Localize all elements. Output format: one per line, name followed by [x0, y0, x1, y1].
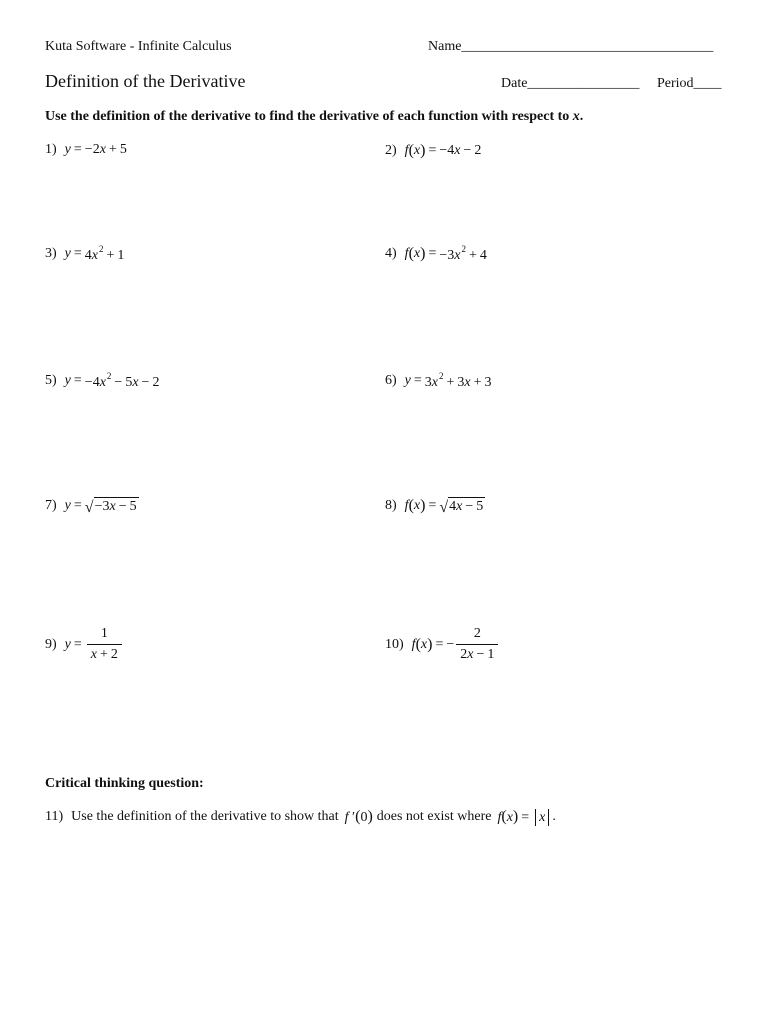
problem-3: 3) y = $4x^2 + 1$ [45, 244, 125, 263]
problem-number: 8) [385, 498, 397, 514]
problem-number: 1) [45, 142, 57, 157]
problem-rhs: √ 4x − 5 [439, 498, 484, 516]
problem-10: 10) f ( x ) = − $\frac{2}{2x - 1}$ [385, 626, 498, 663]
problem-9: 9) y = $\frac{1}{x + 2}$ [45, 626, 122, 663]
problem-11-text-middle: does not exist where [376, 809, 492, 825]
problem-rhs: $4x^2 + 1$ [84, 244, 125, 263]
problem-11-period: . [552, 809, 556, 825]
fraction-denominator: 2x − 1 [456, 644, 498, 663]
problem-11 [45, 808, 556, 826]
publisher-label: Kuta Software - Infinite Calculus [45, 39, 232, 54]
sqrt-icon: √ [84, 498, 94, 516]
problem-lhs: f [404, 143, 409, 158]
fraction-numerator: 2 [473, 626, 481, 641]
problem-rhs [87, 626, 122, 663]
problem-number: 3) [45, 246, 57, 261]
problem-5: 5) y = $-4x^2 - 5x - 2$ [45, 371, 160, 390]
problem-lhs: y [64, 142, 71, 157]
problem-number: 11) [45, 809, 64, 825]
problem-rhs [456, 626, 498, 663]
sqrt-icon: √ [439, 498, 449, 516]
name-field: Name____________________________________ [428, 39, 714, 54]
date-field: Date________________ [501, 76, 640, 91]
problem-8: 8) f ( x ) = √ 4x − 5 [385, 497, 484, 516]
problem-number: 10) [385, 636, 404, 652]
problem-number: 4) [385, 246, 397, 261]
problem-rhs: $-4x^2 - 5x - 2$ [84, 371, 160, 390]
problem-7: 7) y = √ −3x − 5 [45, 498, 137, 516]
fraction-denominator: x + 2 [87, 644, 122, 663]
problem-number: 7) [45, 498, 57, 514]
problem-rhs: $-3x^2 + 4$ [439, 244, 487, 263]
instructions [45, 109, 583, 125]
critical-heading: Critical thinking question: [45, 776, 204, 791]
problem-1: 1) y = −2x + 5 [45, 142, 127, 157]
problem-11-function: f(x) = x [497, 808, 552, 826]
instructions-period: . [579, 109, 584, 124]
problem-6: 6) y = $3x^2 + 3x + 3$ [385, 371, 492, 390]
problem-rhs: −4x − 2 [439, 143, 482, 158]
problem-rhs: √ −3x − 5 [84, 498, 137, 516]
problem-number: 9) [45, 636, 57, 652]
problem-4: 4) f ( x ) = $-3x^2 + 4$ [385, 244, 487, 263]
problem-rhs: −2x + 5 [84, 142, 127, 157]
problem-11-expr: f ′(0) [344, 808, 373, 826]
problem-number: 6) [385, 373, 397, 388]
problem-number: 5) [45, 373, 57, 388]
problem-2: 2) f ( x ) = −4x − 2 [385, 142, 482, 159]
worksheet-title: Definition of the Derivative [45, 71, 246, 91]
problem-number: 2) [385, 143, 397, 158]
problem-rhs: $3x^2 + 3x + 3$ [424, 371, 492, 390]
fraction-numerator: 1 [100, 626, 108, 641]
problem-11-text-before: Use the definition of the derivative to show that [71, 809, 339, 825]
instructions-text: Use the definition of the derivative to find the derivative of each function with respect to [45, 109, 570, 124]
period-field: Period____ [657, 76, 722, 91]
fraction-sign: − [446, 636, 455, 652]
instructions-variable: x [572, 109, 580, 124]
